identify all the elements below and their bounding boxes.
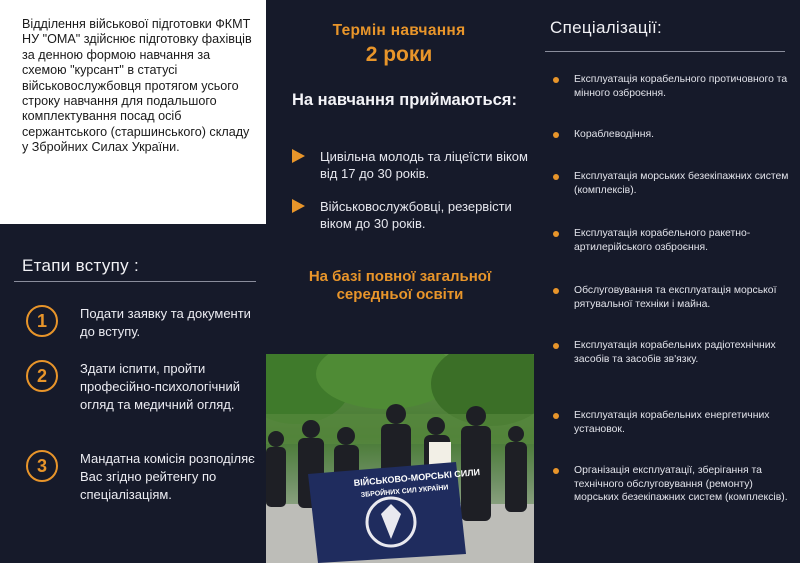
banner-line-1: ВІЙСЬКОВО-МОРСЬКІ СИЛИ [353,466,481,488]
specializations-title: Спеціалізації: [550,18,663,37]
intro-box [0,0,266,224]
spec-item-text: Кораблеводіння. [574,129,655,140]
term-value: 2 роки [365,43,433,66]
bullet-dot-icon [553,288,559,294]
triangle-bullet-icon [292,199,305,213]
spec-item-text: Експлуатація корабельних енергетичних установок. [574,410,770,435]
admission-title: На навчання приймаються: [292,91,517,109]
bullet-dot-icon [553,468,559,474]
stages-title: Етапи вступу : [22,256,139,275]
admission-item-text: Військовослужбовці, резервісти віком до 30 років. [320,199,512,231]
spec-item-text: Організація експлуатації, зберігання та технічного обслуговування (ремонту) морських безекіпажних систем (комплексів). [574,465,788,504]
term-label: Термін навчання [332,22,466,39]
step-number-2-icon: 2 [26,360,58,392]
spec-item-text: Обслуговування та експлуатація морської рятувальної техніки і майна. [574,285,777,310]
triangle-bullet-icon [292,149,305,163]
spec-item-text: Експлуатація корабельного ракетно-артилерійського озброєння. [574,228,751,253]
education-basis: На базі повної загальної середньої освіти [308,268,492,303]
bullet-dot-icon [553,413,559,419]
step-text-3: Мандатна комісія розподіляє Вас згідно рейтенгу по спеціалізаціям. [80,451,255,502]
spec-item-text: Експлуатація корабельних радіотехнічних засобів та засобів зв'язку. [574,340,776,365]
admission-item-text: Цивільна молодь та ліцеїсти віком від 17 до 30 років. [320,149,528,181]
bullet-dot-icon [553,174,559,180]
bullet-dot-icon [553,231,559,237]
spec-item-text: Експлуатація корабельного протичовного та мінного озброєння. [574,74,788,99]
step-number-1-icon: 1 [26,305,58,337]
step-text-1: Подати заявку та документи до вступу. [80,306,251,339]
stages-divider [14,281,256,282]
specializations-divider [545,51,785,52]
step-number-3-icon: 3 [26,450,58,482]
bullet-dot-icon [553,343,559,349]
intro-text: Відділення військової підготовки ФКМТ НУ "ОМА" здійснює підготовку фахівців за денною формою навчання за схемою "курсант" в статусі військовослужбовця протягом усього строку навчання для подальшого комплектування посад осіб сержантського (старшинського) складу у Збройних Силах України. [22,17,252,155]
bullet-dot-icon [553,77,559,83]
banner-line-2: ЗБРОЙНИХ СИЛ УКРАЇНИ [360,484,449,499]
group-photo [266,354,534,563]
group-photo-illustration [266,354,534,563]
spec-item-text: Експлуатація морських безекіпажних систем (комплексів). [574,171,789,196]
bullet-dot-icon [553,132,559,138]
step-text-2: Здати іспити, пройти професійно-психологічний огляд та медичний огляд. [80,361,240,412]
